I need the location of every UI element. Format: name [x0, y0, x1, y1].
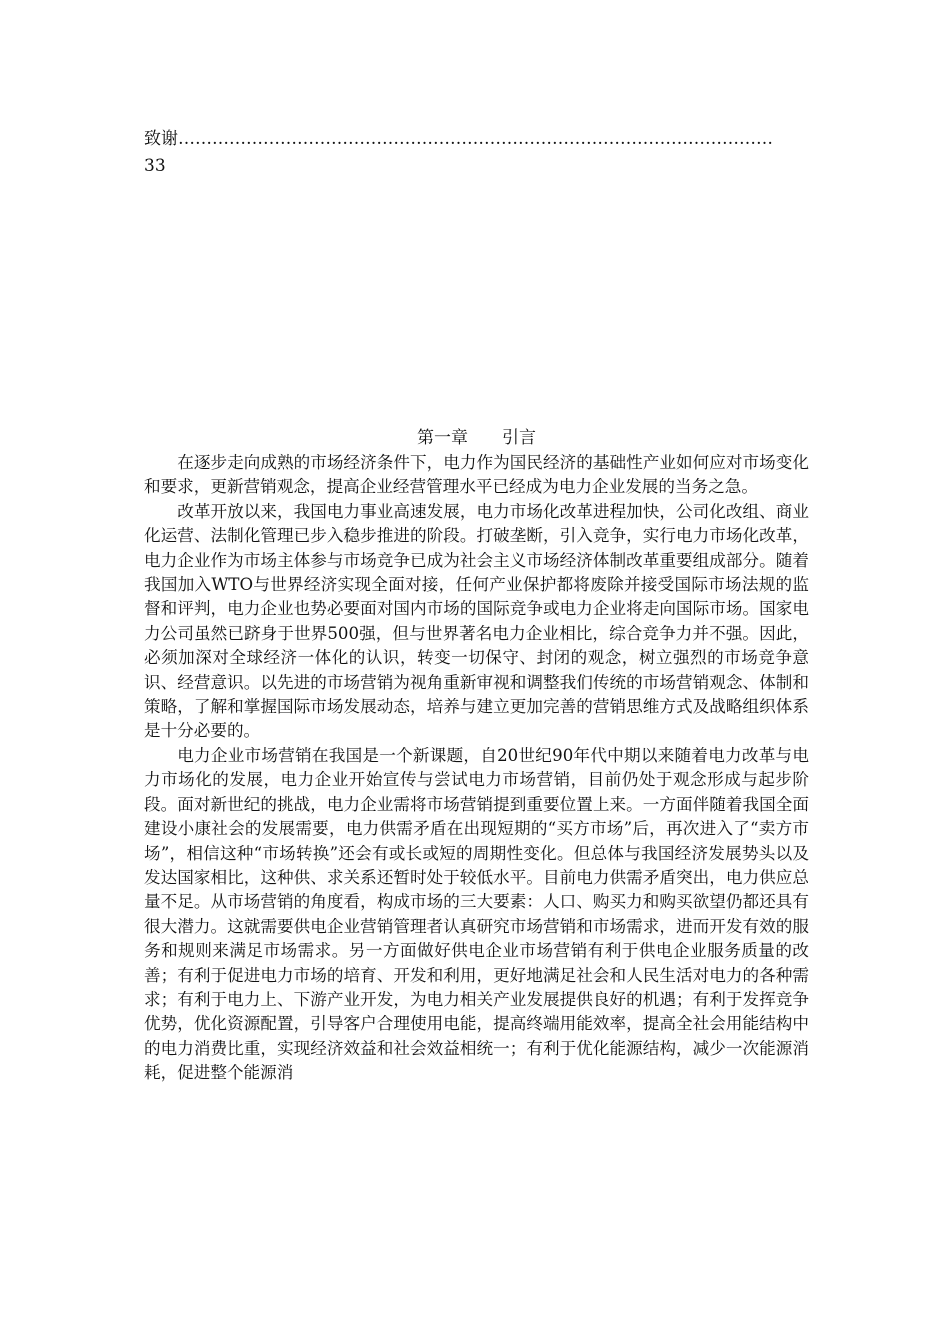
paragraph-1: 在逐步走向成熟的市场经济条件下，电力作为国民经济的基础性产业如何应对市场变化和要求，更新营销观念，提高企业经营管理水平已经成为电力企业发展的当务之急。 [144, 453, 809, 497]
toc-leader-dots: …………………………………………………………………………………………… [178, 129, 773, 149]
paragraph-3: 电力企业市场营销在我国是一个新课题，自20世纪90年代中期以来随着电力改革与电力市场化的发展，电力企业开始宣传与尝试电力市场营销，目前仍处于观念形成与起步阶段。面对新世纪的挑战，电力企业需将市场营销提到重要位置上来。一方面伴随着我国全面建设小康社会的发展需要，电力供需矛盾在出现短期的“买方市场”后，再次进入了“卖方市场”，相信这种“市场转换”还会有或长或短的周期性变化。但总体与我国经济发展势头以及发达国家相比，这种供、求关系还暂时处于较低水平。目前电力供需矛盾突出，电力供应总量不足。从市场营销的角度看，构成市场的三大要素：人口、购买力和购买欲望仍都还具有很大潜力。这就需要供电企业营销管理者认真研究市场营销和市场需求，进而开发有效的服务和规则来满足市场需求。另一方面做好供电企业市场营销有利于供电企业服务质量的改善；有利于促进电力市场的培育、开发和利用，更好地满足社会和人民生活对电力的各种需求；有利于电力上、下游产业开发，为电力相关产业发展提供良好的机遇；有利于发挥竞争优势，优化资源配置，引导客户合理使用电能，提高终端用能效率，提高全社会用能结构中的电力消费比重，实现经济效益和社会效益相统一；有利于优化能源结构，减少一次能源消耗，促进整个能源消 [144, 745, 809, 1083]
paragraph-2: 改革开放以来，我国电力事业高速发展，电力市场化改革进程加快，公司化改组、商业化运营、法制化管理已步入稳步推进的阶段。打破垄断，引入竞争，实行电力市场化改革，电力企业作为市场主体参与市场竞争已成为社会主义市场经济体制改革重要组成部分。随着我国加入WTO与世界经济实现全面对接，任何产业保护都将废除并接受国际市场法规的监督和评判，电力企业也势必要面对国内市场的国际竞争或电力企业将走向国际市场。国家电力公司虽然已跻身于世界500强，但与世界著名电力企业相比，综合竞争力并不强。因此，必须加深对全球经济一体化的认识，转变一切保守、封闭的观念，树立强烈的市场竞争意识、经营意识。以先进的市场营销为视角重新审视和调整我们传统的市场营销观念、体制和策略，了解和掌握国际市场发展动态，培养与建立更加完善的营销思维方式及战略组织体系是十分必要的。 [144, 501, 809, 741]
chapter-number: 第一章 [417, 428, 468, 448]
chapter-title: 引言 [502, 428, 536, 448]
body-text [144, 451, 809, 1086]
toc-entry-label: 致谢 [144, 129, 178, 149]
chapter-heading [144, 426, 809, 450]
toc-entry-acknowledgements [144, 126, 809, 180]
toc-page-number: 33 [144, 156, 166, 176]
toc-line [144, 126, 809, 153]
